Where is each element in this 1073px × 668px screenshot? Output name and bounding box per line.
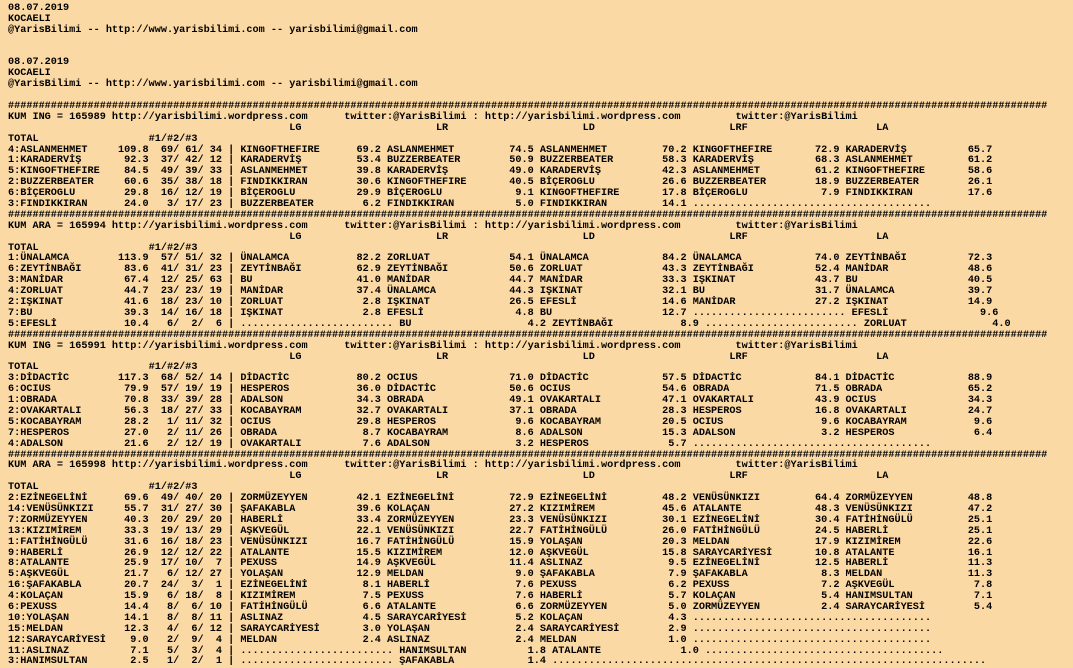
column-legend: LG LR LD LRF LA bbox=[8, 471, 889, 483]
table-row: 5:EFESLİ 10.4 6/ 2/ 6 | ......................... BU 4.2 ZEYTİNBAĞI 8.9 ......................... ZORLUAT 4.0 bbox=[8, 318, 1011, 330]
table-row: 9:HABERLİ 26.9 12/ 12/ 22 | ATALANTE 15.5 KIZIMİREM 12.0 AŞKVEGÜL 15.8 SARAYCARİYESİ 10.8 ATALANTE 16.1 bbox=[8, 547, 993, 559]
credit-line: @YarisBilimi -- http://www.yarisbilimi.com -- yarisbilimi@gmail.com bbox=[8, 24, 418, 36]
table-row: 1:ÜNALAMCA 113.9 57/ 51/ 32 | ÜNALAMCA 82.2 ZORLUAT 54.1 ÜNALAMCA 84.2 ÜNALAMCA 74.0 ZEYTİNBAĞI 72.3 bbox=[8, 253, 993, 265]
city-line: KOCAELI bbox=[8, 68, 51, 80]
city-line: KOCAELI bbox=[8, 13, 51, 25]
table-row: 8:ATALANTE 25.9 17/ 10/ 7 | PEXUSS 14.9 AŞKVEGÜL 11.4 ASLINAZ 9.5 EZİNEGELİNİ 12.5 HABERLİ 11.3 bbox=[8, 558, 993, 570]
table-row: 5:KINGOFTHEFIRE 84.5 49/ 39/ 33 | ASLANMEHMET 39.8 KARADERVİŞ 49.0 KARADERVİŞ 42.3 ASLANMEHMET 61.2 KINGOFTHEFIRE 58.6 bbox=[8, 166, 993, 178]
table-row: 10:YOLAŞAN 14.1 8/ 8/ 11 | ASLINAZ 4.5 SARAYCARİYESİ 5.2 KOLAÇAN 4.3 ....................................... bbox=[8, 612, 932, 624]
table-row: 3:DİDACTİC 117.3 68/ 52/ 14 | DİDACTİC 80.2 OCIUS 71.0 DİDACTİC 57.5 DİDACTİC 84.1 DİDACTİC 88.9 bbox=[8, 373, 993, 385]
table-row: 3:HANIMSULTAN 2.5 1/ 2/ 1 | ......................... ŞAFAKABLA 1.4 ....................................................................... bbox=[8, 656, 987, 668]
table-row: 14:VENÜSÜNKIZI 55.7 31/ 27/ 30 | ŞAFAKABLA 39.6 KOLAÇAN 27.2 KIZIMİREM 45.6 ATALANTE 48.3 VENÜSÜNKIZI 47.2 bbox=[8, 503, 993, 515]
separator: ########################################################################################################################################################################## bbox=[8, 449, 1048, 461]
table-row: 6:BİÇEROGLU 29.8 16/ 12/ 19 | BİÇEROGLU 29.9 BİÇEROGLU 9.1 KINGOFTHEFIRE 17.8 BİÇEROGLU 7.9 FINDIKKIRAN 17.6 bbox=[8, 188, 993, 200]
table-row: 7:ZORMÜZEYYEN 40.3 20/ 29/ 20 | HABERLİ 33.4 ZORMÜZEYYEN 23.3 VENÜSÜNKIZI 30.1 EZİNEGELİNİ 30.4 FATİHİNGÜLÜ 25.1 bbox=[8, 514, 993, 526]
table-row: 4:ASLANMEHMET 109.8 69/ 61/ 34 | KINGOFTHEFIRE 69.2 ASLANMEHMET 74.5 ASLANMEHMET 70.2 KINGOFTHEFIRE 72.9 KARADERVİŞ 65.7 bbox=[8, 144, 993, 156]
separator: ########################################################################################################################################################################## bbox=[8, 329, 1048, 341]
credit-line: @YarisBilimi -- http://www.yarisbilimi.com -- yarisbilimi@gmail.com bbox=[8, 79, 418, 91]
table-row: 6:PEXUSS 14.4 8/ 6/ 10 | FATİHİNGÜLÜ 6.6 ATALANTE 6.6 ZORMÜZEYYEN 5.0 ZORMÜZEYYEN 2.4 SARAYCARİYESİ 5.4 bbox=[8, 601, 993, 613]
table-row: 3:MANİDAR 67.4 12/ 25/ 63 | BU 41.0 MANİDAR 44.7 MANİDAR 33.3 IŞKINAT 43.7 BU 40.5 bbox=[8, 275, 993, 287]
column-header: TOTAL #1/#2/#3 bbox=[8, 242, 198, 254]
column-header: TOTAL #1/#2/#3 bbox=[8, 133, 198, 145]
section-title: KUM ING = 165989 http://yarisbilimi.wordpress.com twitter:@YarisBilimi : http://yarisbilimi.wordpress.com twitter:@YarisBilimi bbox=[8, 111, 858, 123]
table-row: 1:FATİHİNGÜLÜ 31.6 16/ 18/ 23 | VENÜSÜNKIZI 16.7 FATİHİNGÜLÜ 15.9 YOLAŞAN 20.3 MELDAN 17.9 KIZIMİREM 22.6 bbox=[8, 536, 993, 548]
table-row: 7:HESPEROS 27.0 2/ 11/ 26 | OBRADA 8.7 KOCABAYRAM 8.6 ADALSON 15.3 ADALSON 3.2 HESPEROS 6.4 bbox=[8, 427, 993, 439]
table-row: 4:ZORLUAT 44.7 23/ 23/ 19 | MANİDAR 37.4 ÜNALAMCA 44.3 IŞKINAT 32.1 BU 31.7 ÜNALAMCA 39.7 bbox=[8, 286, 993, 298]
table-row: 16:ŞAFAKABLA 20.7 24/ 3/ 1 | EZİNEGELİNİ 8.1 HABERLİ 7.6 PEXUSS 6.2 PEXUSS 7.2 AŞKVEGÜL 7.8 bbox=[8, 580, 993, 592]
table-row: 13:KIZIMİREM 33.3 19/ 13/ 29 | AŞKVEGÜL 22.1 VENÜSÜNKIZI 22.7 FATİHİNGÜLÜ 26.0 FATİHİNGÜLÜ 24.5 HABERLİ 25.1 bbox=[8, 525, 993, 537]
table-row: 2:IŞKINAT 41.6 18/ 23/ 10 | ZORLUAT 2.8 IŞKINAT 26.5 EFESLİ 14.6 MANİDAR 27.2 IŞKINAT 14.9 bbox=[8, 297, 993, 309]
table-row: 4:ADALSON 21.6 2/ 12/ 19 | OVAKARTALI 7.6 ADALSON 3.2 HESPEROS 5.7 ....................................... bbox=[8, 438, 932, 450]
table-row: 5:KOCABAYRAM 28.2 1/ 11/ 32 | OCIUS 29.8 HESPEROS 9.6 KOCABAYRAM 20.5 OCIUS 9.6 KOCABAYRAM 9.6 bbox=[8, 416, 993, 428]
table-row: 2:EZİNEGELİNİ 69.6 49/ 40/ 20 | ZORMÜZEYYEN 42.1 EZİNEGELİNİ 72.9 EZİNEGELİNİ 48.2 VENÜSÜNKIZI 64.4 ZORMÜZEYYEN 48.8 bbox=[8, 493, 993, 505]
column-legend: LG LR LD LRF LA bbox=[8, 231, 889, 243]
results-text bbox=[8, 4, 1047, 668]
table-row: 6:ZEYTİNBAĞI 83.6 41/ 31/ 23 | ZEYTİNBAĞI 62.9 ZEYTİNBAĞI 50.6 ZORLUAT 43.3 ZEYTİNBAĞI 52.4 MANİDAR 48.6 bbox=[8, 264, 993, 276]
table-row: 1:OBRADA 70.8 33/ 39/ 28 | ADALSON 34.3 OBRADA 49.1 OVAKARTALI 47.1 OVAKARTALI 43.9 OCIUS 34.3 bbox=[8, 395, 993, 407]
separator: ########################################################################################################################################################################## bbox=[8, 209, 1048, 221]
table-row: 2:OVAKARTALI 56.3 18/ 27/ 33 | KOCABAYRAM 32.7 OVAKARTALI 37.1 OBRADA 28.3 HESPEROS 16.8 OVAKARTALI 24.7 bbox=[8, 405, 993, 417]
table-row: 2:BUZZERBEATER 60.6 35/ 38/ 18 | FINDIKKIRAN 30.6 KINGOFTHEFIRE 40.5 BİÇEROGLU 26.6 BUZZERBEATER 18.9 BUZZERBEATER 26.1 bbox=[8, 177, 993, 189]
section-title: KUM ARA = 165994 http://yarisbilimi.wordpress.com twitter:@YarisBilimi : http://yarisbilimi.wordpress.com twitter:@YarisBilimi bbox=[8, 220, 858, 232]
separator: ########################################################################################################################################################################## bbox=[8, 101, 1048, 113]
race-sections bbox=[8, 113, 1047, 668]
table-row: 11:ASLINAZ 7.1 5/ 3/ 4 | ......................... HANIMSULTAN 1.8 ATALANTE 1.0 ....................................... bbox=[8, 645, 944, 657]
table-row: 6:OCIUS 79.9 57/ 19/ 19 | HESPEROS 36.0 DİDACTİC 50.6 OCIUS 54.6 OBRADA 71.5 OBRADA 65.2 bbox=[8, 384, 993, 396]
table-row: 4:KOLAÇAN 15.9 6/ 18/ 8 | KIZIMİREM 7.5 PEXUSS 7.6 HABERLİ 5.7 KOLAÇAN 5.4 HANIMSULTAN 7.1 bbox=[8, 591, 993, 603]
date-line: 08.07.2019 bbox=[8, 57, 70, 69]
column-legend: LG LR LD LRF LA bbox=[8, 122, 889, 134]
table-row: 12:SARAYCARİYESİ 9.0 2/ 9/ 4 | MELDAN 2.4 ASLINAZ 2.4 MELDAN 1.0 ....................................... bbox=[8, 634, 932, 646]
section-title: KUM ARA = 165998 http://yarisbilimi.wordpress.com twitter:@YarisBilimi : http://yarisbilimi.wordpress.com twitter:@YarisBilimi bbox=[8, 460, 858, 472]
column-header: TOTAL #1/#2/#3 bbox=[8, 482, 198, 494]
table-row: 7:BU 39.3 14/ 16/ 18 | IŞKINAT 2.8 EFESLİ 4.8 BU 12.7 ......................... EFESLİ 9.6 bbox=[8, 307, 999, 319]
column-legend: LG LR LD LRF LA bbox=[8, 351, 889, 363]
date-line: 08.07.2019 bbox=[8, 3, 70, 14]
section-title: KUM ING = 165991 http://yarisbilimi.wordpress.com twitter:@YarisBilimi : http://yarisbilimi.wordpress.com twitter:@YarisBilimi bbox=[8, 340, 858, 352]
column-header: TOTAL #1/#2/#3 bbox=[8, 362, 198, 374]
table-row: 1:KARADERVİŞ 92.3 37/ 42/ 12 | KARADERVİŞ 53.4 BUZZERBEATER 50.9 BUZZERBEATER 58.3 KARADERVİŞ 68.3 ASLANMEHMET 61.2 bbox=[8, 155, 993, 167]
table-row: 3:FINDIKKIRAN 24.0 3/ 17/ 23 | BUZZERBEATER 6.2 FINDIKKIRAN 5.0 FINDIKKIRAN 14.1 ....................................... bbox=[8, 199, 932, 211]
table-row: 15:MELDAN 12.3 4/ 6/ 12 | SARAYCARİYESİ 3.0 YOLAŞAN 2.4 SARAYCARİYESİ 2.9 ....................................... bbox=[8, 623, 932, 635]
table-row: 5:AŞKVEGÜL 21.7 6/ 12/ 27 | YOLAŞAN 12.9 MELDAN 9.0 ŞAFAKABLA 7.9 ŞAFAKABLA 8.3 MELDAN 11.3 bbox=[8, 569, 993, 581]
